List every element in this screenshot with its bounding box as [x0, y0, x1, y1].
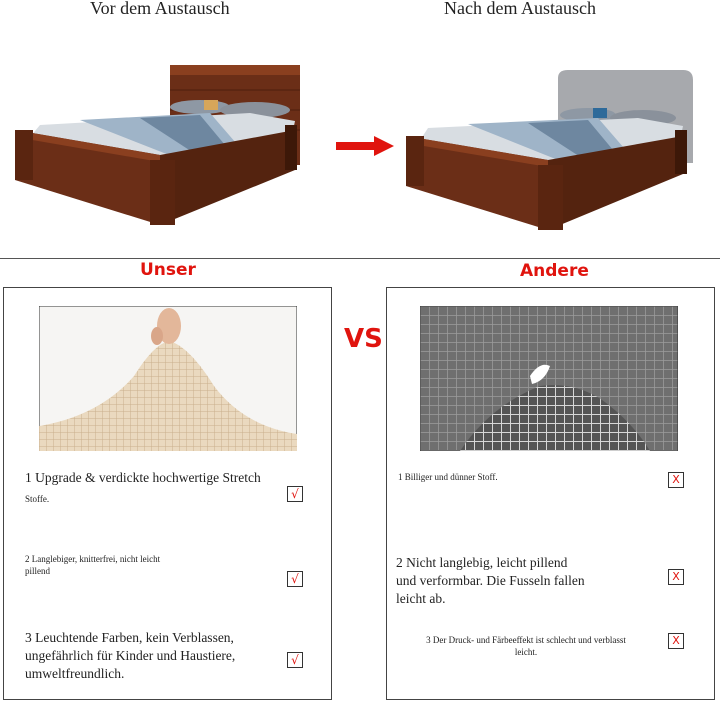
others-item-2 — [396, 554, 646, 608]
label-others: Andere — [520, 261, 589, 281]
check-mark-icon: √ — [287, 652, 303, 668]
others-item-3-number: 3 — [426, 635, 431, 645]
ours-item-3 — [25, 629, 295, 683]
after-title: Nach dem Austausch — [444, 0, 596, 18]
ours-item-1-line1: Upgrade & verdickte hochwertige Stretch — [35, 470, 261, 485]
others-panel — [386, 287, 715, 700]
ours-item-2-number: 2 — [25, 554, 30, 564]
thin-fabric-image — [420, 306, 678, 451]
ours-item-1-number: 1 — [25, 470, 32, 485]
others-item-2-number: 2 — [396, 555, 403, 570]
others-item-3-line1: Der Druck- und Färbeeffekt ist schlecht und verblasst — [432, 635, 626, 645]
ours-panel — [3, 287, 332, 700]
x-mark-icon: X — [668, 472, 684, 488]
others-item-3-line2: leicht. — [514, 647, 538, 657]
ours-item-2-line1: Langlebiger, knitterfrei, nicht leicht — [31, 554, 161, 564]
others-item-2-line1: Nicht langlebig, leicht pillend — [406, 555, 568, 570]
others-item-1 — [398, 471, 498, 483]
ours-item-3-number: 3 — [25, 630, 32, 645]
x-mark-icon: X — [668, 633, 684, 649]
bed-after-image — [403, 68, 703, 238]
check-mark-icon: √ — [287, 571, 303, 587]
before-title: Vor dem Austausch — [90, 0, 230, 18]
ours-item-3-line3: umweltfreundlich. — [25, 666, 125, 681]
x-mark-icon: X — [668, 569, 684, 585]
stretch-fabric-image — [39, 306, 297, 451]
ours-item-1-line2: Stoffe. — [25, 494, 50, 504]
others-item-2-line3: leicht ab. — [396, 591, 446, 606]
others-item-1-line1: Billiger und dünner Stoff. — [404, 472, 498, 482]
check-mark-icon: √ — [287, 486, 303, 502]
ours-item-2 — [25, 553, 160, 565]
others-item-2-line2: und verformbar. Die Fusseln fallen — [396, 573, 585, 588]
vs-label: VS — [344, 324, 383, 354]
label-ours: Unser — [140, 260, 196, 280]
divider — [0, 258, 720, 259]
bed-before-image — [10, 55, 310, 235]
others-item-3 — [411, 634, 641, 658]
arrow-right-icon — [336, 136, 396, 156]
ours-item-2-line2: pillend — [25, 566, 50, 576]
others-item-1-number: 1 — [398, 472, 403, 482]
ours-item-1 — [25, 469, 315, 487]
ours-item-3-line1: Leuchtende Farben, kein Verblassen, — [35, 630, 234, 645]
ours-item-3-line2: ungefährlich für Kinder und Haustiere, — [25, 648, 236, 663]
